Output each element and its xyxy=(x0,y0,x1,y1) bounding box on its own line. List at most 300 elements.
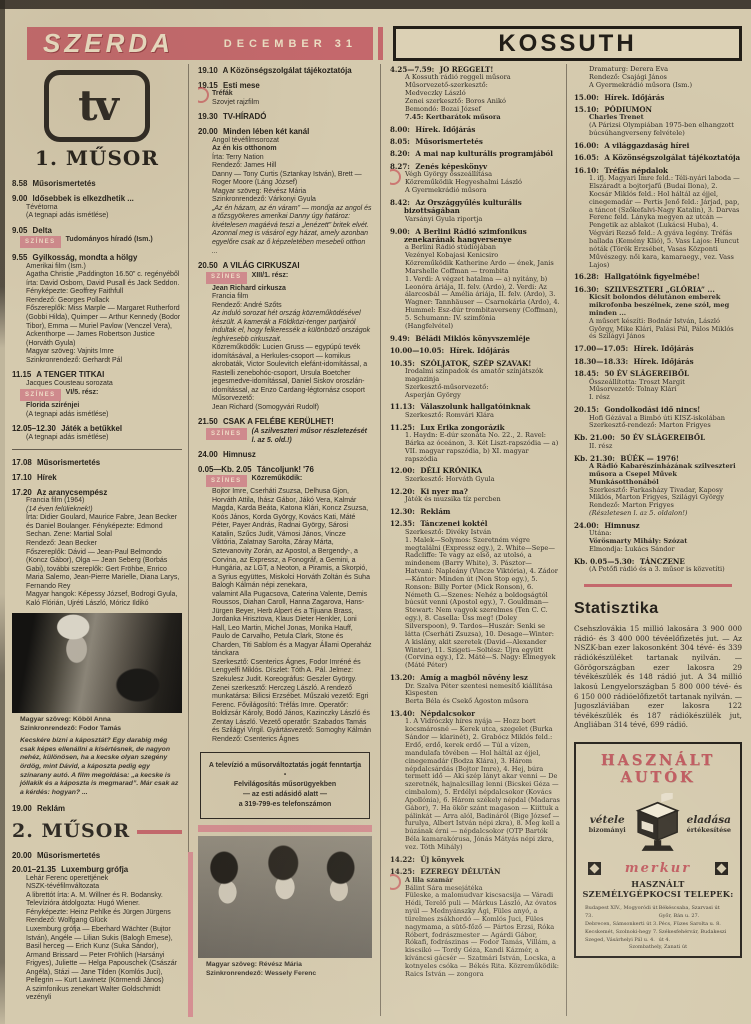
program-head xyxy=(12,865,182,875)
section-divider xyxy=(12,449,182,450)
photo2-caption-line2: Szinkronrendező: Wessely Ferenc xyxy=(206,970,317,978)
szines-badge: SZÍNES xyxy=(20,389,61,401)
program-line: Elmondja: Lukács Sándor xyxy=(589,545,675,554)
program-line xyxy=(12,389,182,401)
program-entry xyxy=(198,450,372,460)
program-entry xyxy=(390,360,560,400)
program-line: Műsorvezető: Tolnay Klári xyxy=(589,385,677,394)
program-title: A Közönségszolgálat tájékoztatója xyxy=(601,153,741,163)
program-line: 1. ifj. Magyari Imre feld.: Téli-nyári laboda — Elszáradt a bojtorjafű (Budai Ilona), 2. Kocsár Miklós feld.: Hol háltál az éjjel, cinegemadár — Pertis Jenő feld.: Járjad, pap, a táncot (Szőkefalvi-Nagy Katalin), 3. Darvas Ferenc feld. Lányka megyen az utcán — Pengetik az ablakot (Lukácsi Huba), 4. Végvári Rezső feld.: A gyáva legény. Tréfás ballada (Kemény Klió), 5. Vass Lajos: Huncut nóták (Török Erzsébet, Vasas Központi Művészegy. női kara, kamaraegy., vez. Vass Lajos) xyxy=(589,174,740,269)
program-time: 4.25—7.59: xyxy=(390,66,435,74)
notice-line3: — az esti adásidő alatt — xyxy=(242,791,328,799)
ad-middle-row xyxy=(584,793,732,857)
program-time: 24.00: xyxy=(574,520,599,530)
program-line: Dramaturg: Derera Éva xyxy=(589,66,669,73)
merkur-brand: merkur xyxy=(624,860,692,876)
program-time: 17.20 xyxy=(12,487,32,497)
program-time: 8.27: xyxy=(390,161,410,171)
program-head xyxy=(198,261,372,271)
program-line: Rendező: James Hill xyxy=(212,162,277,170)
program-line: „Az én házam, az én váram” — mondja az angol és a tőzsgyökeres amerikai Danny úgy határoz: kivételesen magáévá teszi a „lenézett” britek elvét. Azonnal meg is vásárol egy házat, amely azonban egyelőre csak az ő képzeletében mesebeli otthon ... xyxy=(212,204,372,255)
program-time: 13.20: xyxy=(390,673,415,683)
program-time: Kb. 0.05—5.30: xyxy=(574,556,635,566)
program-entry xyxy=(198,66,372,76)
ad-buy-word: vétele xyxy=(589,814,625,827)
program-time: 13.40: xyxy=(390,709,415,719)
program-title: Hírek. Időjárás xyxy=(412,124,476,134)
program-head xyxy=(198,66,372,76)
program-entry xyxy=(574,286,742,342)
program-line: Luxemburg grófja — Eberhard Wächter (Bujtor István), Angéle — Lilian Sukis (Balogh Emese), Basil herceg — Erich Kunz (Suka Sándor), Armand Brissard — Peter Fröhlich (Harsányi Frigyes), Juliette — Helga Papouschek (Császár Angéla), Stázi — Jane Tilden (Komlós Juci), Pellegrin — Kurt Lawinetz (Körmendi János) xyxy=(26,926,177,985)
program-entry xyxy=(574,558,742,574)
red-rule xyxy=(137,830,182,834)
kossuth-evening-list xyxy=(574,94,742,575)
channel2-title: 2. MŰSOR xyxy=(12,820,131,843)
program-line: Danny — Tony Curtis (Sztankay István), Brett — Roger Moore (Láng József) xyxy=(212,170,362,187)
szines-badge: SZÍNES xyxy=(20,236,61,248)
program-line: Magyar hangok: Képessy József, Bodrogi Gyula, Kaló Flórián, Ujréti László, Móricz Ildikó xyxy=(26,591,178,607)
program-line-text: Közreműködik: xyxy=(251,475,303,483)
program-title: Minden lében két kanál xyxy=(220,126,310,136)
program-time: 19.10 xyxy=(198,66,218,75)
program-title: Zenés képeskönyv xyxy=(412,161,488,171)
program-line-text: VI/5. rész: xyxy=(65,389,99,397)
program-line: I. rész xyxy=(589,393,610,402)
program-title: Reklám xyxy=(417,507,451,516)
program-line: (A Párizsi Olympiában 1975-ben elhangzott búcsúhangverseny felvétele) xyxy=(589,121,734,138)
program-line: 1. A Vidróczky híres nyája — Hozz bort kocsmárosné — Kerek utca, szegelet (Burka Sándor — klarinét), 2. Grabócz Miklós feld.: Erdő, erdő, kerek erdő — Túl a vízen, mandulafa tövében — Hol háltál az éjjel, cinegemadár (Bodza Klára), 3. Három népdalcsárdás (Bojtor Imre), 4. Hej, búra termett idő — Aki szép lányt akar venni — De szeretnék, hajnalcsillag lenni (Bicskei Géza — cimbalom), 5. Erdélyi népdalcsokor (Kovács Apollónia), 6. Három székely népdal (Madaras Gábor), 7. Ha ökör szánt magason — Kiittuk a pálinkát — Arra alól, Badináról (Bige József — furulya, Albert István népi zkra), 8. Meg kell a búzának érni — népdalcsokor (OTP Bartók Béla kamarakórusa, Jónás Mátyás népi zkra, vez. Tóth Mihály) xyxy=(405,717,560,851)
program-line: Műsorvezető-szerkesztő: xyxy=(405,81,488,90)
program-head xyxy=(390,856,560,864)
program-head xyxy=(12,488,182,498)
program-entry xyxy=(12,488,182,609)
program-line: Összeállította: Troszt Margit xyxy=(589,377,685,386)
program-time: Kb. 21.00: xyxy=(574,433,615,443)
program-line: 1. Verdi: A végzet hatalma — a) nyitány, b) Leonóra áriája, II. felv. (Ardo), 2. Verdi: Az álarcosbál — Amélia áriája, II. felv. (Ardo), 3. Wagner: Tannhäuser — Csarnokária (Ardo), 4. Hummel: Esz-dúr trombitaverseny (Coffman), 5. Schumann: IV. szimfónia xyxy=(405,274,560,322)
tv1-night-list xyxy=(198,66,372,744)
ad-sites-title: HASZNÁLT SZEMÉLYGÉPKOCSI TELEPEK: xyxy=(582,879,734,899)
ad-sell-word: eladása xyxy=(686,814,731,827)
program-title: Népdalcsokor xyxy=(417,709,475,719)
photo2-caption xyxy=(198,961,372,979)
program-line: valamint Alla Pugacsova, Caterina Valente, Demis Roussos, Diahan Caroll, Hanna Zagarova, Hans-Jürgen Beyer, Herb Alpert és a Tijuana Brass, Jordanka Hrisztova, Klaus Dieter Henkler, Loni Hall, Leo Martin, Michel Jonas, Monika Hauff, Paulo de Carvalho, Petula Clark, Stone és Charden, Titi Sablom és a Magyar Állami Operaház tánckara xyxy=(212,590,372,658)
program-time: 17.00—17.05: xyxy=(574,344,629,354)
notice-line4: a 319-799-es telefonszámon xyxy=(238,801,332,809)
program-title: Játék a betűkkel xyxy=(58,424,123,434)
program-title: 50 ÉV SLÁGEREIBŐL xyxy=(617,433,706,443)
program-entry xyxy=(574,522,742,554)
tv1-morning-list xyxy=(12,179,182,442)
program-line-text: XIII/1. rész: xyxy=(251,271,289,279)
ad-address: Székesfehérvár, Budakeszi út 4. xyxy=(658,928,727,943)
kossuth-continuation xyxy=(574,66,742,90)
program-entry xyxy=(12,473,182,483)
program-line: (Hangfelvétel) xyxy=(405,321,454,330)
program-line: Rendező: Csenterics Ágnes xyxy=(212,735,299,743)
program-line: Szerkesztő: Farkasházy Tivadar, Kaposy Miklós, Marton Frigyes, Szilágyi György xyxy=(589,485,724,502)
program-line: Szerkesztő-rendező: Marton Frigyes xyxy=(589,421,711,430)
program-head xyxy=(574,273,742,281)
ad-address-center: Szombathely, Zanati út xyxy=(628,943,688,950)
station-banner xyxy=(393,26,742,61)
program-title: Béládi Miklós könyvszemléje xyxy=(412,333,531,343)
program-line: Magyar szöveg: Révész Mária xyxy=(212,187,307,195)
program-entry xyxy=(390,710,560,852)
program-line: Közreműködik Katherine Ardo — ének, Janis Marshelle Coffman — trombita xyxy=(405,259,554,275)
program-entry xyxy=(390,467,560,483)
program-entry xyxy=(12,179,182,189)
program-head xyxy=(390,199,560,216)
film-photo-aranycsempesz xyxy=(12,613,182,713)
red-section-rule xyxy=(584,584,732,587)
program-time: 9.49: xyxy=(390,333,410,343)
kossuth-column-2 xyxy=(574,66,742,1018)
program-time: 18.30—18.33: xyxy=(574,356,629,366)
program-title: Reklám xyxy=(34,803,66,813)
program-head xyxy=(12,194,182,204)
szines-badge: SZÍNES xyxy=(206,475,247,487)
channel1-title: 1. MŰSOR xyxy=(35,146,159,170)
program-line: Francia film (1964) xyxy=(26,497,85,505)
program-line: Rendező: André Szőts xyxy=(212,301,282,309)
program-entry xyxy=(12,851,182,861)
program-title: Gondolkodási idő nincs! xyxy=(601,405,701,415)
program-head xyxy=(198,417,372,427)
program-line: Főszereplők: Dávid — Jean-Paul Belmondo (Koncz Gábor), Olga — Jean Seberg (Borbás Gabi), további szereplők: Gert Fröhbe, Enrico Maria Salerno, Jean-Pierre Marielle, Diana Larys, Fernando Rey xyxy=(26,548,180,590)
program-head xyxy=(12,253,182,263)
program-entry xyxy=(574,358,742,366)
program-entry xyxy=(390,488,560,504)
page-scan-edge-top xyxy=(0,0,751,9)
program-entry xyxy=(12,424,182,442)
program-entry xyxy=(574,370,742,402)
program-line: Medveczky László xyxy=(405,89,466,98)
ad-buy-sub: bizományi xyxy=(588,825,626,834)
program-title: Delta xyxy=(30,225,52,235)
program-time: 12.00: xyxy=(390,466,415,476)
tv2-list xyxy=(12,851,182,1003)
program-line: Szerkesztő-műsorvezető: xyxy=(405,382,489,391)
day-banner xyxy=(27,27,373,60)
program-head xyxy=(12,370,182,380)
program-line: A Rádió Kabarészínházának szilveszteri műsora a Csepel Művek Munkásotthonából xyxy=(589,462,736,486)
program-line: Végh György összeállítása xyxy=(405,170,493,179)
program-time: 12.20: xyxy=(390,486,415,496)
program-time: 11.13: xyxy=(390,402,415,412)
program-line: Angol tévéfilmsorozat xyxy=(212,136,279,144)
program-line: Rendező: Georges Pollack xyxy=(26,296,110,304)
program-time: 12.05–12.30 xyxy=(12,424,56,434)
program-line: Szinkronrendező: Gerhardt Pál xyxy=(26,356,123,364)
program-line: Játék és muzsika tíz percben xyxy=(405,495,501,504)
program-entry xyxy=(390,856,560,864)
program-time: 8.42: xyxy=(390,197,410,207)
program-head xyxy=(198,450,372,460)
program-entry xyxy=(12,458,182,468)
program-line: Rendező: Wolfgang Glück xyxy=(26,917,108,925)
program-time: 10.00—10.05: xyxy=(390,346,445,356)
program-time: 20.00 xyxy=(12,850,32,860)
program-line: Szinkronrendező: Várkonyi Gyula xyxy=(212,196,316,204)
program-title: Válaszolunk hallgatóinknak xyxy=(417,402,531,412)
program-line: A szimfonikus zenekart Walter Goldschmidt vezényli xyxy=(26,985,161,1002)
program-title: Az aranycsempész xyxy=(34,487,108,497)
program-head xyxy=(12,179,182,189)
program-line: Közreműködők: Lucien Gruss — egypúpú tevék idomításával, a Herkules-csoport — komikus akrobaták, Victor Soulevitch elefánt-idomítással, a Rastelli zenebohóc-csoport, Ursula Boetcher jegesmedve-idomítással, Daniel Siskov oroszlán-idomítással, az Enzo Cardang-légtornász csoport xyxy=(212,344,368,394)
program-title: Luxemburg grófja xyxy=(58,865,129,875)
channel2-heading xyxy=(12,820,182,843)
program-head xyxy=(12,851,182,861)
tv-logo-icon xyxy=(44,70,150,142)
program-entry xyxy=(390,674,560,706)
program-line: Irodalmi színpadok és amatőr színjátszók magazinja xyxy=(405,366,544,383)
program-title: SZILVESZTERI „GLÓRIA” ... xyxy=(601,284,715,294)
program-time: 21.50 xyxy=(198,417,218,427)
program-time: 9.05 xyxy=(12,225,28,235)
kossuth-column-1 xyxy=(390,66,560,1018)
program-title: Hírek. Időjárás xyxy=(631,356,694,366)
program-line: Tévétorna xyxy=(26,203,58,211)
program-time: 16.05: xyxy=(574,153,599,163)
photo1-caption-line1: Magyar szöveg: Köböl Anna xyxy=(20,716,111,724)
program-time: 11.15 xyxy=(12,370,32,380)
program-time: 0.05—Kb. 2.05 xyxy=(198,464,252,474)
program-entry xyxy=(390,138,560,146)
program-line: Rendező: Csajági János xyxy=(589,72,667,81)
program-line: (Részletesen l. az 5. oldalon!) xyxy=(589,509,688,518)
program-head xyxy=(390,150,560,158)
program-time: 18.45: xyxy=(574,369,599,379)
ad-address: Békéscsaba, Szarvasi út xyxy=(658,904,720,911)
program-time: 19.30 xyxy=(198,112,218,122)
program-title: A VILÁG CIRKUSZAI xyxy=(220,261,300,271)
tv1-afternoon-list xyxy=(12,458,182,608)
program-line: A lila szamár xyxy=(405,875,453,884)
program-line-text: (A szilveszteri műsor részletezését l. az 5. old.!) xyxy=(251,428,367,444)
program-line: Asperján György xyxy=(405,390,461,399)
program-time: Kb. 21.30: xyxy=(574,453,615,463)
program-title: Hírek. Időjárás xyxy=(447,346,510,356)
program-line: Vezényel Kobajasi Kenicsiro xyxy=(405,251,499,260)
program-entry xyxy=(390,228,560,331)
program-title: Hírek xyxy=(34,473,57,483)
program-head xyxy=(574,94,742,102)
car-kiosk-icon xyxy=(630,793,685,857)
program-entry xyxy=(390,126,560,134)
program-time: 9.55 xyxy=(12,253,28,263)
page-scan-edge-left xyxy=(0,0,5,1024)
program-line: A műsort készíti: Bodnár István, László György, Mike Klári, Palási Pál, Pálos Miklós és Szilágyi János xyxy=(589,316,734,341)
program-line: Az én kis otthonom xyxy=(212,145,277,153)
program-line: Florida szirénjei xyxy=(26,402,80,410)
program-head xyxy=(198,112,372,122)
program-title: Az Országgyűlés kulturális bizottságában xyxy=(404,197,522,216)
program-title: CSAK A FELÉBE KERÜLHET! xyxy=(220,417,334,427)
program-line: Agatha Christie „Paddington 16.50” c. regényéből írta: David Osborn, David Pusall és Jack Seddon. Fényképezte: Geoffrey Faithfull xyxy=(26,271,180,296)
program-title: A TENGER TITKAI xyxy=(34,370,105,380)
program-head xyxy=(574,358,742,366)
program-line: (A tegnapi adás ismétlése) xyxy=(26,410,109,418)
program-entry xyxy=(198,112,372,122)
program-line: Főszereplők: Miss Marple — Margaret Rutherford (Gobbi Hilda), Quimper — Arthur Kennedy (Bodor Tibor), Emma — Muriel Pavlow (Venczel Vera), Ackenthorpe — James Robertson Justice (Horváth Gyula) xyxy=(26,305,181,347)
program-entry xyxy=(574,345,742,353)
ad-sell-block xyxy=(686,814,732,834)
program-line: Rendező: Marton Frigyes xyxy=(589,501,674,510)
program-time: 16.10: xyxy=(574,165,599,175)
program-time: 11.25: xyxy=(390,422,415,432)
program-head xyxy=(390,228,560,245)
pink-strip xyxy=(198,825,372,832)
program-line: Írta: Terry Nation xyxy=(212,153,264,161)
program-line: Kicsit bolondos délutánon emberek mikrofonba beszélnek, zene szól, meg minden ... xyxy=(589,293,730,317)
program-line: Tréfák xyxy=(212,90,233,98)
program-line-text: Tudományos híradó (Ism.) xyxy=(65,236,153,244)
program-line: (14 éven felülieknek!) xyxy=(26,505,93,513)
program-entry xyxy=(390,520,560,670)
szines-badge: SZÍNES xyxy=(206,272,247,284)
program-title: Idősebbek is elkezdhetik ... xyxy=(30,194,134,204)
program-time: 8.05: xyxy=(390,136,410,146)
program-entry xyxy=(574,434,742,450)
program-time: 9.00: xyxy=(390,226,410,236)
program-entry xyxy=(198,81,372,108)
program-line: Jacques Cousteau sorozata xyxy=(26,379,113,387)
program-time: 17.08 xyxy=(12,458,32,468)
photo2-caption-line1: Magyar szöveg: Révész Mária xyxy=(206,961,302,969)
program-title: Himnusz xyxy=(220,450,256,460)
station-label: KOSSUTH xyxy=(498,29,637,57)
program-title: Hallgatóink figyelmébe! xyxy=(601,272,700,282)
program-time: 15.10: xyxy=(574,104,599,114)
program-title: Műsorismertetés xyxy=(34,850,101,860)
program-line: NSZK-tévéfilmváltozata xyxy=(26,883,100,891)
program-line: A Kossuth rádió reggeli műsora xyxy=(405,73,511,82)
program-time: 16.00: xyxy=(574,140,599,150)
program-head xyxy=(390,335,560,343)
ad-title: HASZNÁLT AUTÓK xyxy=(600,752,716,787)
film1-synopsis: Kecskére bízni a káposztát? Egy darabig még csak képes ellenállni a kísértésnek, de nagyon nehéz, különösen, ha a kecske olyan szegény ördög, mint Dávid, a káposzta pedig egy színarany autó. A film megoldása: „a kecske is jóllakik és a káposzta is megmarad”. Már csak az a kérdés: hogyan? ... xyxy=(20,736,179,797)
pink-divider-bar xyxy=(188,852,193,1017)
ad-address-columns xyxy=(582,904,734,944)
program-entry xyxy=(390,163,560,195)
program-line: Lehár Ferenc operettjének xyxy=(26,874,109,882)
program-line xyxy=(198,272,372,284)
photo1-caption-line2: Szinkronrendező: Fodor Tamás xyxy=(20,725,122,733)
program-line: Írta: Didier Goulard, Maurice Fabre, Jean Becker és Daniel Boulanger. Fényképezte: Edmond Sechan. Zene: Martial Solal xyxy=(26,514,177,539)
ad-sell-sub: értékesítése xyxy=(686,825,732,834)
program-line: A librettót írta: A. M. Willner és R. Bodansky. Televízióra átdolgozta: Hugó Wiener. Fényképezte: Heinz Pehlke és Jürgen Jürgens xyxy=(26,891,171,916)
program-entry xyxy=(198,417,372,445)
program-line: A Gyermekrádió műsora xyxy=(405,185,487,194)
program-time: 8.58 xyxy=(12,179,28,189)
program-time: 20.15: xyxy=(574,405,599,415)
notice-star: • xyxy=(283,772,287,779)
program-title: Tréfás népdalok xyxy=(601,165,668,175)
film-photo-luxemburg xyxy=(198,836,372,958)
program-line xyxy=(198,475,372,487)
day-label: SZERDA xyxy=(43,28,174,58)
program-line: a Berlini Rádió stúdiójában xyxy=(405,243,496,252)
program-line: 1. Haydn: E-dúr szonáta No. 22., 2. Ravel: Bárka az óceánon, 3. Két Liszt-rapszódia — a) VII. magyar rapszódia, b) XI. magyar rapszódia xyxy=(405,431,559,463)
program-title: Lux Erika zongorázik xyxy=(417,422,505,432)
program-line: (A Petőfi rádió és a 3. műsor is közvetíti) xyxy=(589,565,725,574)
program-head xyxy=(198,127,372,137)
column-rule-2 xyxy=(380,64,381,1016)
program-line: Jean Richard cirkusza xyxy=(212,284,286,292)
merkur-badge-icon xyxy=(588,862,601,875)
program-line: Füleske, a malomudvar kiscsacsija — Váradi Hédi, Terelő puli — Márkus László, Az óvatos nyúl — Mednyánszky Ági, Füles anyó, a türelmes zsákhordó — Komlós Juci, Füles nagymama, a sütő-főző — Pártos Erzsi, Róka Róbert, fodrászmester — Agárdi Gábor, Rókafi, fodrászinas — Fodor Tamás, Villám, a kiscsikó — Tordy Géza, Kandi Kázmér, a kíváncsi gácsér — Szatmári István, Locska, a kotnyeles csóka — Békés Rita. Közreműködik: Raics István — zongora xyxy=(405,891,559,978)
column-rule-3 xyxy=(566,64,567,1016)
program-line: Charles Trenet xyxy=(589,113,644,122)
program-head xyxy=(574,345,742,353)
program-title: Műsorismertetés xyxy=(30,179,96,189)
program-line: (A tegnapi adás ismétlése) xyxy=(26,212,109,220)
program-time: 14.25: xyxy=(390,867,415,877)
used-cars-ad xyxy=(574,742,742,958)
program-line: Francia film xyxy=(212,293,249,301)
program-entry xyxy=(574,106,742,138)
program-line: II. rész xyxy=(589,441,613,450)
program-title: SZÓLJATOK, SZÉP SZAVAK! xyxy=(417,358,532,368)
program-line: Közreműködik Hegyeshalmi László xyxy=(405,178,523,187)
program-title: Amíg a magból növény lesz xyxy=(417,673,528,683)
program-entry xyxy=(390,150,560,158)
program-entry xyxy=(390,199,560,224)
program-line: Zenei szerkesztő: Boros Anikó xyxy=(405,96,506,105)
program-title: 50 ÉV SLÁGEREIBŐL xyxy=(601,369,690,379)
program-title: Műsorismertetés xyxy=(412,136,483,146)
program-line xyxy=(198,428,372,445)
program-time: 19.00 xyxy=(12,803,32,813)
program-entry xyxy=(12,194,182,221)
program-title: Hírek. Időjárás xyxy=(601,92,665,102)
program-line: Szerkesztő: Horváth Gyula xyxy=(405,474,495,483)
program-title: JÓ REGGELT! xyxy=(437,66,494,74)
program-line: Műsorvezető: xyxy=(212,395,255,403)
program-entry xyxy=(574,455,742,518)
program-entry xyxy=(390,868,560,978)
program-time: 20.00 xyxy=(198,126,218,136)
program-line: Varsányi Gyula riportja xyxy=(405,214,483,223)
program-line: Szerkesztő: Csenterics Ágnes, Fodor Imréné és Lengyelfi Miklós. Díszlet: Tóth A. Pál. Jelmez: Szekulesz Judit. Koreográfus: Geszler György. Zenei szerkesztő: Herczeg László. A rendező munkatársa: Bilicsi Erzsébet. Műszaki vezető: Egri Ferenc. Fővilágosító: Tréfás Imre. Operatőr: Boldizsár Károly, Bodó János, Kazinczky László és Zentay László. Vezető operatőr: Szabados Tamás és Szilágyi Virgil. Gyártásvezető: Somoghy Kálmán xyxy=(212,658,371,735)
program-time: 9.00 xyxy=(12,194,28,204)
program-head xyxy=(198,465,372,475)
program-entry xyxy=(390,66,560,122)
program-line: Vörösmarty Mihály: Szózat xyxy=(589,537,688,546)
program-line: Szerkesztő: Divéky István xyxy=(405,527,492,536)
notice-line2: Felvilágosítás műsorügyekben xyxy=(233,781,337,789)
program-head xyxy=(390,347,560,355)
program-line: 7.45: Kertbarátok műsora xyxy=(405,112,501,121)
program-entry xyxy=(12,226,182,248)
program-entry xyxy=(390,403,560,419)
program-line: A Gyermekrádió műsora (Ism.) xyxy=(589,80,693,89)
program-line: Szerkesztő: Romvári Klára xyxy=(405,410,494,419)
program-line: Bojtor Imre, Cserháti Zsuzsa, Delhusa Gjon, Horváth Attila, Ihász Gábor, Jákó Vera, Kalmár Magda, Karda Beáta, Katona Klári, Koncz Zsuzsa, Koós János, Korda György, Kovács Kati, Máté Péter, Payer András, Radnai György, Sárosi Katalin, Szűcs Judit, Vámosi János, Vincze Viktória, Zalatnay Sarolta, Záray Márta, Sztevanovity Zorán, az Apostol, a Bergendy-, a Corvina, az Expressz, a Fonográf, a Gemini, a Hungária, az LGT, a Neoton, a Piramis, a Skorpió, a Syrius együttes, Miskolci Horváth Zoltán és Suha Balogh Kálmán népi zenekara, xyxy=(212,488,370,590)
program-title: A Berlini Rádió szimfonikus zenekarának hangversenye xyxy=(404,226,527,244)
program-line xyxy=(12,236,182,248)
ad-address: Pécs, Füzes Sarolta u. 8. xyxy=(658,920,721,927)
program-entry xyxy=(574,154,742,162)
program-title: A mai nap kulturális programjából xyxy=(412,149,553,159)
program-entry xyxy=(12,865,182,1003)
program-change-notice xyxy=(200,752,370,819)
program-head xyxy=(12,804,182,814)
ad-address: Szeged, Vásárhelyi Pál u. 4. xyxy=(585,936,655,943)
ad-address: Budapest XIV., Mogyoródi út 73. xyxy=(585,904,658,919)
program-line: Bálint Sára mesejátéka xyxy=(405,883,483,892)
program-head xyxy=(12,424,182,434)
